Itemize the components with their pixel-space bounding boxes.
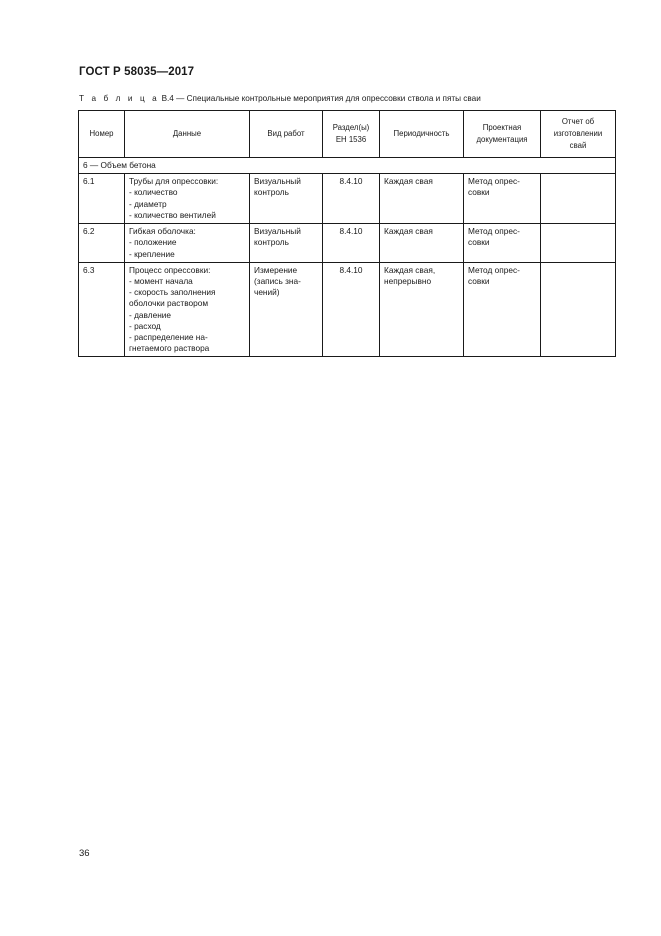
table-header-row: [79, 111, 616, 158]
header-periodicity: Периодичность: [380, 111, 464, 158]
document-title: ГОСТ Р 58035—2017: [79, 66, 195, 78]
row-data: Трубы для опрессовки: - количество - диаметр - количество вентилей: [125, 174, 250, 224]
row-periodicity: Каждая свая, непрерывно: [380, 262, 464, 357]
table-row: [79, 174, 616, 224]
header-pile-report: Отчет об изготовлении свай: [541, 111, 616, 158]
table-section-row: [79, 158, 616, 174]
table-caption-text: В.4 — Специальные контрольные мероприятия для опрессовки ствола и пяты сваи: [159, 94, 481, 103]
table-caption-label: Т а б л и ц а: [79, 94, 160, 103]
row-periodicity: Каждая свая: [380, 224, 464, 263]
row-pile-report: [541, 262, 616, 357]
header-data: Данные: [125, 111, 250, 158]
header-section: Раздел(ы) ЕН 1536: [323, 111, 380, 158]
row-data: Процесс опрессовки: - момент начала - скорость заполнения оболочки раствором - давление - расход - распределение на- гнетаемого раствора: [125, 262, 250, 357]
row-section: 8.4.10: [323, 174, 380, 224]
row-section: 8.4.10: [323, 262, 380, 357]
page-number: 36: [79, 848, 90, 859]
row-periodicity: Каждая свая: [380, 174, 464, 224]
control-measures-table: [78, 110, 616, 357]
header-design-docs: Проектная документация: [464, 111, 541, 158]
row-work-type: Визуальный контроль: [250, 174, 323, 224]
row-number: 6.3: [79, 262, 125, 357]
table-caption: [79, 94, 481, 103]
row-number: 6.1: [79, 174, 125, 224]
row-work-type: Визуальный контроль: [250, 224, 323, 263]
row-design-docs: Метод опрес- совки: [464, 174, 541, 224]
table-row: [79, 262, 616, 357]
row-pile-report: [541, 224, 616, 263]
row-data: Гибкая оболочка: - положение - крепление: [125, 224, 250, 263]
header-work-type: Вид работ: [250, 111, 323, 158]
header-number: Номер: [79, 111, 125, 158]
section-title: 6 — Объем бетона: [79, 158, 616, 174]
row-section: 8.4.10: [323, 224, 380, 263]
row-number: 6.2: [79, 224, 125, 263]
row-design-docs: Метод опрес- совки: [464, 262, 541, 357]
row-design-docs: Метод опрес- совки: [464, 224, 541, 263]
row-pile-report: [541, 174, 616, 224]
row-work-type: Измерение (запись зна- чений): [250, 262, 323, 357]
table-row: [79, 224, 616, 263]
